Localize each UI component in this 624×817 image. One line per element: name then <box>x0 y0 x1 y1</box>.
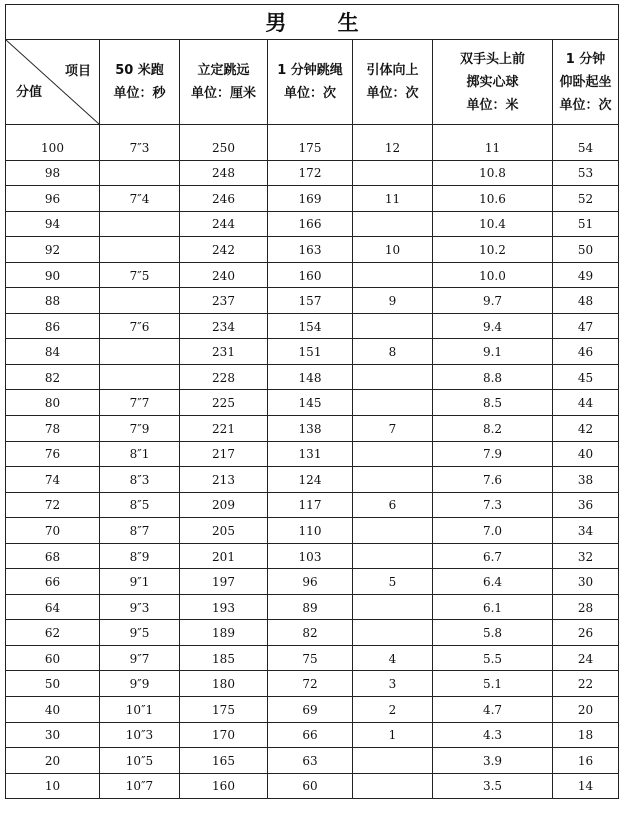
long-jump-cell: 175 <box>180 697 268 723</box>
rope-skip-cell: 166 <box>268 212 353 238</box>
sit-up-cell: 54 <box>553 125 619 161</box>
score-cell: 84 <box>6 339 100 365</box>
table-row <box>6 314 619 340</box>
run-50m-cell: 7″4 <box>100 186 180 212</box>
sit-up-cell: 36 <box>553 493 619 519</box>
run-50m-cell: 8″5 <box>100 493 180 519</box>
ball-throw-cell: 10.2 <box>433 237 553 263</box>
header-line: 单位：次 <box>559 97 612 113</box>
ball-throw-cell: 6.7 <box>433 544 553 570</box>
pull-up-cell <box>353 314 433 340</box>
score-cell: 68 <box>6 544 100 570</box>
pull-up-cell <box>353 263 433 289</box>
pull-up-cell: 9 <box>353 288 433 314</box>
rope-skip-cell: 72 <box>268 671 353 697</box>
table-body <box>6 125 619 800</box>
header-line: 引体向上 <box>366 63 419 78</box>
header-50m-run <box>100 40 180 125</box>
header-line: 1 分钟 <box>565 51 606 67</box>
rope-skip-cell: 151 <box>268 339 353 365</box>
table-row <box>6 518 619 544</box>
table-row <box>6 416 619 442</box>
ball-throw-cell: 6.4 <box>433 569 553 595</box>
score-cell: 72 <box>6 493 100 519</box>
table-row <box>6 723 619 749</box>
sit-up-cell: 53 <box>553 161 619 187</box>
rope-skip-cell: 157 <box>268 288 353 314</box>
table-row <box>6 237 619 263</box>
sit-up-cell: 51 <box>553 212 619 238</box>
score-cell: 70 <box>6 518 100 544</box>
long-jump-cell: 237 <box>180 288 268 314</box>
long-jump-cell: 250 <box>180 125 268 161</box>
long-jump-cell: 240 <box>180 263 268 289</box>
long-jump-cell: 197 <box>180 569 268 595</box>
pull-up-cell: 4 <box>353 646 433 672</box>
rope-skip-cell: 60 <box>268 774 353 800</box>
score-cell: 94 <box>6 212 100 238</box>
table-row <box>6 697 619 723</box>
rope-skip-cell: 75 <box>268 646 353 672</box>
score-cell: 76 <box>6 442 100 468</box>
run-50m-cell <box>100 212 180 238</box>
sit-up-cell: 16 <box>553 748 619 774</box>
sit-up-cell: 30 <box>553 569 619 595</box>
score-cell: 88 <box>6 288 100 314</box>
pull-up-cell <box>353 595 433 621</box>
long-jump-cell: 213 <box>180 467 268 493</box>
table-row <box>6 493 619 519</box>
rope-skip-cell: 172 <box>268 161 353 187</box>
ball-throw-cell: 4.7 <box>433 697 553 723</box>
ball-throw-cell: 7.3 <box>433 493 553 519</box>
ball-throw-cell: 3.9 <box>433 748 553 774</box>
ball-throw-cell: 9.7 <box>433 288 553 314</box>
score-cell: 30 <box>6 723 100 749</box>
long-jump-cell: 221 <box>180 416 268 442</box>
score-cell: 50 <box>6 671 100 697</box>
run-50m-cell: 7″9 <box>100 416 180 442</box>
run-50m-cell: 10″1 <box>100 697 180 723</box>
ball-throw-cell: 10.6 <box>433 186 553 212</box>
pull-up-cell <box>353 212 433 238</box>
table-row <box>6 125 619 161</box>
rope-skip-cell: 63 <box>268 748 353 774</box>
ball-throw-cell: 7.0 <box>433 518 553 544</box>
run-50m-cell: 9″3 <box>100 595 180 621</box>
run-50m-cell: 10″3 <box>100 723 180 749</box>
long-jump-cell: 242 <box>180 237 268 263</box>
table-row <box>6 186 619 212</box>
rope-skip-cell: 163 <box>268 237 353 263</box>
sit-up-cell: 40 <box>553 442 619 468</box>
table-row <box>6 646 619 672</box>
run-50m-cell <box>100 161 180 187</box>
long-jump-cell: 205 <box>180 518 268 544</box>
sit-up-cell: 18 <box>553 723 619 749</box>
table-row <box>6 390 619 416</box>
ball-throw-cell: 4.3 <box>433 723 553 749</box>
sit-up-cell: 38 <box>553 467 619 493</box>
pull-up-cell <box>353 774 433 800</box>
pull-up-cell: 6 <box>353 493 433 519</box>
score-cell: 62 <box>6 620 100 646</box>
sit-up-cell: 24 <box>553 646 619 672</box>
ball-throw-cell: 8.8 <box>433 365 553 391</box>
rope-skip-cell: 124 <box>268 467 353 493</box>
pull-up-cell: 7 <box>353 416 433 442</box>
run-50m-cell: 9″5 <box>100 620 180 646</box>
header-line: 单位：次 <box>366 86 419 101</box>
pull-up-cell: 2 <box>353 697 433 723</box>
score-cell: 100 <box>6 125 100 161</box>
pull-up-cell: 8 <box>353 339 433 365</box>
long-jump-cell: 185 <box>180 646 268 672</box>
long-jump-cell: 225 <box>180 390 268 416</box>
corner-label-score: 分值 <box>16 85 43 100</box>
ball-throw-cell: 5.8 <box>433 620 553 646</box>
table-row <box>6 365 619 391</box>
run-50m-cell: 10″5 <box>100 748 180 774</box>
rope-skip-cell: 66 <box>268 723 353 749</box>
long-jump-cell: 170 <box>180 723 268 749</box>
header-sit-up <box>553 40 619 125</box>
scoring-table <box>5 4 619 799</box>
run-50m-cell: 8″1 <box>100 442 180 468</box>
long-jump-cell: 160 <box>180 774 268 800</box>
header-medicine-ball-throw <box>433 40 553 125</box>
long-jump-cell: 180 <box>180 671 268 697</box>
pull-up-cell: 5 <box>353 569 433 595</box>
long-jump-cell: 228 <box>180 365 268 391</box>
ball-throw-cell: 8.5 <box>433 390 553 416</box>
pull-up-cell <box>353 518 433 544</box>
table-title: 男 生 <box>6 5 619 40</box>
run-50m-cell: 7″7 <box>100 390 180 416</box>
table-row <box>6 671 619 697</box>
sit-up-cell: 50 <box>553 237 619 263</box>
sit-up-cell: 22 <box>553 671 619 697</box>
header-rope-skipping <box>268 40 353 125</box>
ball-throw-cell: 8.2 <box>433 416 553 442</box>
run-50m-cell: 9″9 <box>100 671 180 697</box>
header-line: 1 分钟跳绳 <box>277 63 343 78</box>
long-jump-cell: 201 <box>180 544 268 570</box>
score-cell: 78 <box>6 416 100 442</box>
table-row <box>6 442 619 468</box>
ball-throw-cell: 11 <box>433 125 553 161</box>
table-row <box>6 339 619 365</box>
sit-up-cell: 26 <box>553 620 619 646</box>
ball-throw-cell: 7.9 <box>433 442 553 468</box>
header-line: 50 米跑 <box>115 63 164 78</box>
sit-up-cell: 52 <box>553 186 619 212</box>
long-jump-cell: 248 <box>180 161 268 187</box>
table-row <box>6 263 619 289</box>
corner-label-item: 项目 <box>64 64 91 79</box>
score-cell: 80 <box>6 390 100 416</box>
score-cell: 90 <box>6 263 100 289</box>
long-jump-cell: 244 <box>180 212 268 238</box>
run-50m-cell: 9″7 <box>100 646 180 672</box>
run-50m-cell: 8″7 <box>100 518 180 544</box>
run-50m-cell: 8″3 <box>100 467 180 493</box>
header-line: 仰卧起坐 <box>559 74 612 90</box>
rope-skip-cell: 110 <box>268 518 353 544</box>
score-cell: 40 <box>6 697 100 723</box>
rope-skip-cell: 69 <box>268 697 353 723</box>
long-jump-cell: 217 <box>180 442 268 468</box>
rope-skip-cell: 89 <box>268 595 353 621</box>
header-row <box>6 40 619 125</box>
long-jump-cell: 246 <box>180 186 268 212</box>
table-row <box>6 748 619 774</box>
table-row <box>6 288 619 314</box>
table-row <box>6 595 619 621</box>
score-cell: 92 <box>6 237 100 263</box>
ball-throw-cell: 3.5 <box>433 774 553 800</box>
long-jump-cell: 209 <box>180 493 268 519</box>
run-50m-cell: 8″9 <box>100 544 180 570</box>
ball-throw-cell: 5.1 <box>433 671 553 697</box>
run-50m-cell <box>100 237 180 263</box>
sit-up-cell: 45 <box>553 365 619 391</box>
ball-throw-cell: 7.6 <box>433 467 553 493</box>
sit-up-cell: 32 <box>553 544 619 570</box>
run-50m-cell: 7″5 <box>100 263 180 289</box>
table-row <box>6 544 619 570</box>
pull-up-cell <box>353 748 433 774</box>
ball-throw-cell: 9.4 <box>433 314 553 340</box>
long-jump-cell: 165 <box>180 748 268 774</box>
long-jump-cell: 189 <box>180 620 268 646</box>
header-line: 单位：厘米 <box>190 86 256 101</box>
table-row <box>6 212 619 238</box>
run-50m-cell <box>100 288 180 314</box>
run-50m-cell: 10″7 <box>100 774 180 800</box>
sit-up-cell: 47 <box>553 314 619 340</box>
score-sheet <box>5 4 618 799</box>
pull-up-cell <box>353 390 433 416</box>
ball-throw-cell: 6.1 <box>433 595 553 621</box>
sit-up-cell: 28 <box>553 595 619 621</box>
run-50m-cell: 7″3 <box>100 125 180 161</box>
sit-up-cell: 20 <box>553 697 619 723</box>
run-50m-cell: 9″1 <box>100 569 180 595</box>
sit-up-cell: 46 <box>553 339 619 365</box>
sit-up-cell: 48 <box>553 288 619 314</box>
score-cell: 20 <box>6 748 100 774</box>
pull-up-cell: 10 <box>353 237 433 263</box>
score-cell: 86 <box>6 314 100 340</box>
pull-up-cell <box>353 467 433 493</box>
ball-throw-cell: 10.0 <box>433 263 553 289</box>
ball-throw-cell: 5.5 <box>433 646 553 672</box>
sit-up-cell: 42 <box>553 416 619 442</box>
run-50m-cell <box>100 339 180 365</box>
header-line: 单位：次 <box>283 86 336 101</box>
score-cell: 64 <box>6 595 100 621</box>
score-cell: 74 <box>6 467 100 493</box>
long-jump-cell: 193 <box>180 595 268 621</box>
pull-up-cell <box>353 365 433 391</box>
table-row <box>6 774 619 800</box>
table-row <box>6 569 619 595</box>
header-pull-up <box>353 40 433 125</box>
rope-skip-cell: 145 <box>268 390 353 416</box>
rope-skip-cell: 82 <box>268 620 353 646</box>
pull-up-cell: 11 <box>353 186 433 212</box>
rope-skip-cell: 148 <box>268 365 353 391</box>
ball-throw-cell: 10.4 <box>433 212 553 238</box>
ball-throw-cell: 9.1 <box>433 339 553 365</box>
rope-skip-cell: 160 <box>268 263 353 289</box>
score-cell: 96 <box>6 186 100 212</box>
pull-up-cell <box>353 544 433 570</box>
pull-up-cell <box>353 620 433 646</box>
pull-up-cell: 12 <box>353 125 433 161</box>
rope-skip-cell: 96 <box>268 569 353 595</box>
score-cell: 66 <box>6 569 100 595</box>
rope-skip-cell: 117 <box>268 493 353 519</box>
pull-up-cell: 3 <box>353 671 433 697</box>
sit-up-cell: 49 <box>553 263 619 289</box>
header-line: 立定跳远 <box>197 63 250 78</box>
score-cell: 98 <box>6 161 100 187</box>
header-line: 单位：秒 <box>113 86 166 101</box>
score-cell: 60 <box>6 646 100 672</box>
header-line: 双手头上前 <box>459 51 525 67</box>
rope-skip-cell: 131 <box>268 442 353 468</box>
sit-up-cell: 34 <box>553 518 619 544</box>
long-jump-cell: 231 <box>180 339 268 365</box>
header-line: 掷实心球 <box>466 74 519 90</box>
sit-up-cell: 44 <box>553 390 619 416</box>
score-cell: 82 <box>6 365 100 391</box>
header-standing-long-jump <box>180 40 268 125</box>
pull-up-cell <box>353 442 433 468</box>
rope-skip-cell: 103 <box>268 544 353 570</box>
run-50m-cell: 7″6 <box>100 314 180 340</box>
sit-up-cell: 14 <box>553 774 619 800</box>
header-line: 单位：米 <box>466 97 519 113</box>
run-50m-cell <box>100 365 180 391</box>
rope-skip-cell: 169 <box>268 186 353 212</box>
long-jump-cell: 234 <box>180 314 268 340</box>
rope-skip-cell: 154 <box>268 314 353 340</box>
table-row <box>6 620 619 646</box>
table-row <box>6 467 619 493</box>
pull-up-cell: 1 <box>353 723 433 749</box>
corner-header-cell <box>6 40 100 125</box>
rope-skip-cell: 138 <box>268 416 353 442</box>
score-cell: 10 <box>6 774 100 800</box>
pull-up-cell <box>353 161 433 187</box>
rope-skip-cell: 175 <box>268 125 353 161</box>
ball-throw-cell: 10.8 <box>433 161 553 187</box>
table-row <box>6 161 619 187</box>
